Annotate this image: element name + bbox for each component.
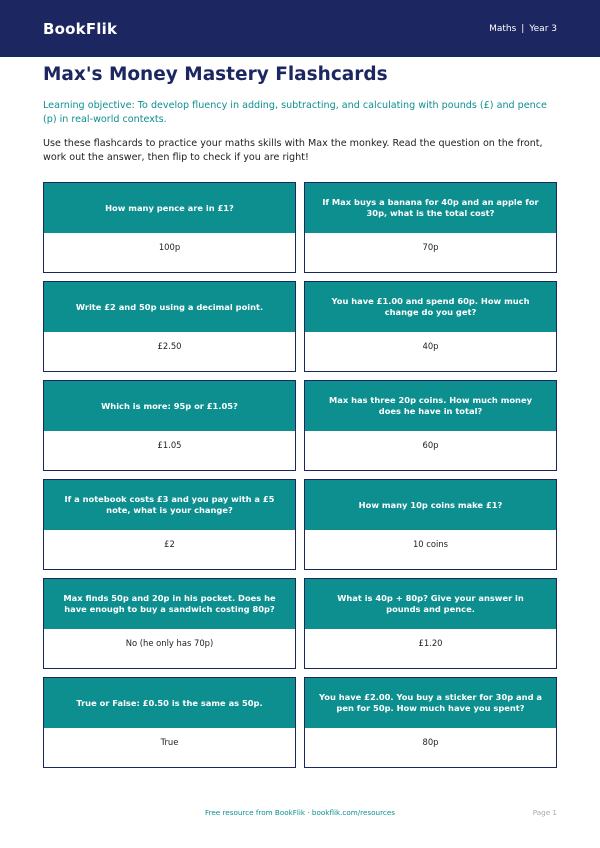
flashcard-question: Which is more: 95p or £1.05?	[44, 381, 295, 431]
breadcrumb	[489, 24, 557, 34]
flashcard-question: You have £1.00 and spend 60p. How much change do you get?	[305, 282, 556, 332]
flashcard[interactable]	[43, 677, 296, 768]
flashcard-answer: 10 coins	[305, 530, 556, 569]
flashcard-answer: 100p	[44, 233, 295, 272]
flashcard[interactable]	[304, 182, 557, 273]
flashcard[interactable]	[43, 182, 296, 273]
flashcard[interactable]	[304, 380, 557, 471]
flashcard[interactable]	[304, 479, 557, 570]
breadcrumb-separator: |	[521, 23, 525, 34]
flashcard-answer: £2.50	[44, 332, 295, 371]
page-number: Page 1	[532, 808, 557, 817]
flashcard-question: You have £2.00. You buy a sticker for 30p and a pen for 50p. How much have you spent?	[305, 678, 556, 728]
flashcard[interactable]	[43, 578, 296, 669]
flashcard[interactable]	[304, 281, 557, 372]
flashcard-answer: True	[44, 728, 295, 767]
flashcard-answer: 60p	[305, 431, 556, 470]
flashcard-question: Write £2 and 50p using a decimal point.	[44, 282, 295, 332]
page-title: Max's Money Mastery Flashcards	[43, 64, 388, 85]
flashcard-question: True or False: £0.50 is the same as 50p.	[44, 678, 295, 728]
flashcard-answer: 80p	[305, 728, 556, 767]
site-header	[0, 0, 600, 57]
flashcard[interactable]	[304, 677, 557, 768]
flashcard[interactable]	[43, 281, 296, 372]
footer-resource-link[interactable]: Free resource from BookFlik · bookflik.com/resources	[204, 808, 396, 817]
flashcard-answer: 40p	[305, 332, 556, 371]
flashcard-question: If Max buys a banana for 40p and an apple for 30p, what is the total cost?	[305, 183, 556, 233]
flashcard-answer: £2	[44, 530, 295, 569]
breadcrumb-subject: Maths	[489, 23, 517, 34]
breadcrumb-level: Year 3	[529, 23, 557, 34]
flashcard-answer: No (he only has 70p)	[44, 629, 295, 668]
flashcard-grid	[43, 182, 557, 768]
brand-logo[interactable]: BookFlik	[43, 19, 118, 38]
flashcard-answer: £1.05	[44, 431, 295, 470]
flashcard-question: How many pence are in £1?	[44, 183, 295, 233]
flashcard[interactable]	[304, 578, 557, 669]
flashcard-answer: 70p	[305, 233, 556, 272]
flashcard-question: If a notebook costs £3 and you pay with a £5 note, what is your change?	[44, 480, 295, 530]
flashcard-answer: £1.20	[305, 629, 556, 668]
flashcard[interactable]	[43, 479, 296, 570]
flashcard-question: What is 40p + 80p? Give your answer in pounds and pence.	[305, 579, 556, 629]
flashcard-question: Max has three 20p coins. How much money does he have in total?	[305, 381, 556, 431]
intro-text: Use these flashcards to practice your maths skills with Max the monkey. Read the question on the front, work out the answer, then flip to check if you are right!	[43, 138, 543, 163]
flashcard-question: Max finds 50p and 20p in his pocket. Does he have enough to buy a sandwich costing 80p?	[44, 579, 295, 629]
learning-objective: Learning objective: To develop fluency in adding, subtracting, and calculating with pounds (£) and pence (p) in real-world contexts.	[43, 100, 547, 125]
flashcard[interactable]	[43, 380, 296, 471]
flashcard-question: How many 10p coins make £1?	[305, 480, 556, 530]
